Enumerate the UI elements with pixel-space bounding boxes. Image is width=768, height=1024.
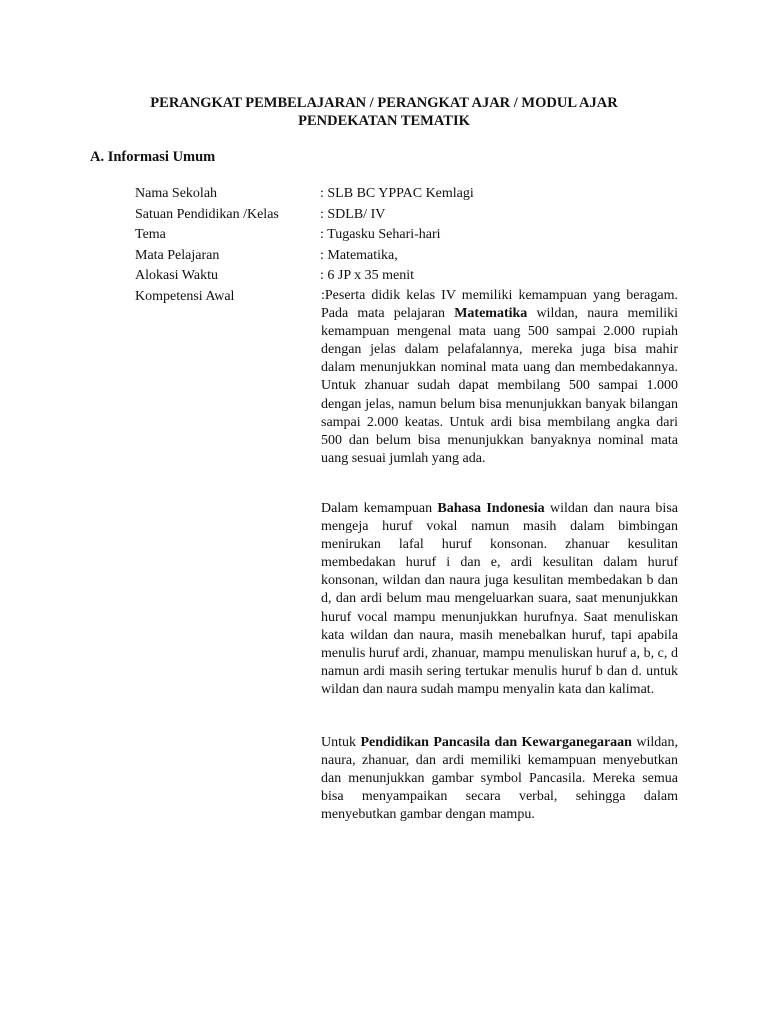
info-label: Alokasi Waktu: [135, 268, 218, 283]
info-label: Tema: [135, 227, 166, 242]
kompetensi-paragraph-bahasa-indonesia: [321, 500, 678, 699]
kompetensi-paragraph-pkn: [321, 734, 678, 824]
document-title: [0, 94, 768, 130]
info-label: Kompetensi Awal: [135, 289, 235, 304]
info-value: : Matematika,: [320, 248, 398, 263]
kompetensi-paragraph-matematika: [321, 287, 678, 468]
subject-name: Pendidikan Pancasila dan Kewarganegaraan: [360, 735, 632, 750]
title-line-2: PENDEKATAN TEMATIK: [298, 113, 470, 129]
paragraph-text: :Peserta didik kelas IV memiliki kemampuan yang beragam. Pada mata pelajaran: [321, 288, 678, 322]
paragraph-text: wildan, naura memiliki kemampuan mengenal mata uang 500 sampai 2.000 rupiah dengan jelas dalam pelafalannya, mereka juga bisa mahir dalam menunjukkan nominal mata uang dan membedakannya. Untuk zhanuar sudah dapat membilang 500 sampai 1.000 dengan jelas, namun belum bisa menunjukkan banyak bilangan sampai 2.000 keatas. Untuk ardi bisa membilang angka dari 500 dan belum bisa menunjukkan banyaknya nominal mata uang sesuai jumlah yang ada.: [321, 306, 678, 466]
subject-name: Bahasa Indonesia: [437, 501, 545, 516]
paragraph-text: Dalam kemampuan: [321, 501, 438, 516]
info-label: Mata Pelajaran: [135, 248, 220, 263]
paragraph-text: wildan, naura, zhanuar, dan ardi memiliki kemampuan menyebutkan dan menunjukkan gambar symbol Pancasila. Mereka semua bisa menyampaikan secara verbal, sehingga dalam menyebutkan gambar dengan mampu.: [321, 735, 678, 823]
paragraph-text: wildan dan naura bisa mengeja huruf vokal namun masih dalam bimbingan menirukan lafal huruf konsonan. zhanuar kesulitan membedakan huruf i dan e, ardi kesulitan dalam huruf konsonan, wildan dan naura juga kesulitan membedakan b dan d, dan ardi belum mau mengeluarkan suara, saat menunjukkan huruf vocal mampu menunjukkan hurufnya. Saat menuliskan kata wildan dan naura, masih menebalkan huruf, tapi apabila menulis huruf ardi, zhanuar, mampu menuliskan huruf a, b, c, d namun ardi masih sering tertukar menulis huruf b dan d. untuk wildan dan naura sudah mampu menyalin kata dan kalimat.: [321, 501, 678, 697]
section-heading-informasi-umum: A. Informasi Umum: [90, 149, 216, 165]
paragraph-text: Untuk: [321, 735, 361, 750]
info-value: : Tugasku Sehari-hari: [320, 227, 441, 242]
info-label: Nama Sekolah: [135, 186, 218, 201]
info-value: : SDLB/ IV: [320, 207, 386, 222]
title-line-1: PERANGKAT PEMBELAJARAN / PERANGKAT AJAR / MODUL AJAR: [150, 95, 618, 111]
subject-name: Matematika: [454, 306, 528, 322]
info-label: Satuan Pendidikan /Kelas: [135, 207, 279, 222]
info-value: : 6 JP x 35 menit: [320, 268, 414, 283]
info-value: : SLB BC YPPAC Kemlagi: [320, 186, 474, 201]
